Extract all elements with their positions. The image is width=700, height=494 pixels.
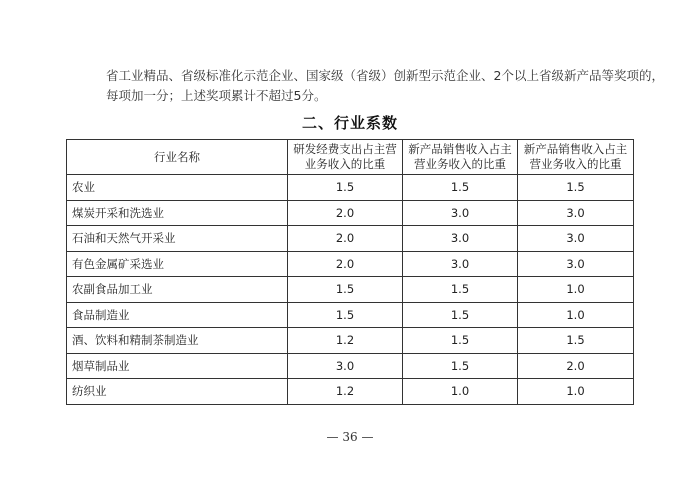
header-industry-name: 行业名称 bbox=[67, 140, 288, 175]
rd-ratio-cell: 1.2 bbox=[288, 328, 403, 354]
intro-line-1: 省工业精品、省级标准化示范企业、国家级（省级）创新型示范企业、2个以上省级新产品等奖项的， bbox=[106, 68, 664, 83]
new-product-ratio-cell-2: 3.0 bbox=[518, 226, 634, 252]
industry-name-cell: 煤炭开采和洗选业 bbox=[67, 200, 288, 226]
header-rd-ratio: 研发经费支出占主营业务收入的比重 bbox=[288, 140, 403, 175]
header-new-product-ratio: 新产品销售收入占主营业务收入的比重 bbox=[403, 140, 518, 175]
section-title: 二、行业系数 bbox=[301, 114, 398, 132]
new-product-ratio-cell-2: 1.0 bbox=[518, 302, 634, 328]
table-row bbox=[67, 353, 634, 379]
intro-paragraph bbox=[106, 66, 664, 106]
new-product-ratio-cell-2: 2.0 bbox=[518, 353, 634, 379]
industry-name-cell: 石油和天然气开采业 bbox=[67, 226, 288, 252]
new-product-ratio-cell: 3.0 bbox=[403, 200, 518, 226]
table-row bbox=[67, 226, 634, 252]
rd-ratio-cell: 2.0 bbox=[288, 226, 403, 252]
table-row bbox=[67, 328, 634, 354]
industry-name-cell: 纺织业 bbox=[67, 379, 288, 405]
page-number: — 36 — bbox=[326, 430, 374, 444]
new-product-ratio-cell-2: 3.0 bbox=[518, 200, 634, 226]
industry-name-cell: 农业 bbox=[67, 175, 288, 201]
intro-line-2: 每项加一分；上述奖项累计不超过5分。 bbox=[106, 88, 327, 103]
rd-ratio-cell: 1.5 bbox=[288, 277, 403, 303]
new-product-ratio-cell-2: 1.5 bbox=[518, 175, 634, 201]
new-product-ratio-cell-2: 3.0 bbox=[518, 251, 634, 277]
new-product-ratio-cell: 1.5 bbox=[403, 302, 518, 328]
industry-name-cell: 酒、饮料和精制茶制造业 bbox=[67, 328, 288, 354]
industry-coefficient-table bbox=[66, 139, 634, 405]
rd-ratio-cell: 1.5 bbox=[288, 175, 403, 201]
table-row bbox=[67, 200, 634, 226]
industry-name-cell: 食品制造业 bbox=[67, 302, 288, 328]
new-product-ratio-cell-2: 1.0 bbox=[518, 277, 634, 303]
rd-ratio-cell: 2.0 bbox=[288, 200, 403, 226]
new-product-ratio-cell: 1.5 bbox=[403, 277, 518, 303]
industry-name-cell: 有色金属矿采选业 bbox=[67, 251, 288, 277]
table-row bbox=[67, 251, 634, 277]
new-product-ratio-cell: 1.0 bbox=[403, 379, 518, 405]
table-row bbox=[67, 277, 634, 303]
new-product-ratio-cell: 3.0 bbox=[403, 226, 518, 252]
table-row bbox=[67, 175, 634, 201]
rd-ratio-cell: 2.0 bbox=[288, 251, 403, 277]
new-product-ratio-cell: 1.5 bbox=[403, 353, 518, 379]
industry-name-cell: 农副食品加工业 bbox=[67, 277, 288, 303]
rd-ratio-cell: 1.2 bbox=[288, 379, 403, 405]
new-product-ratio-cell-2: 1.5 bbox=[518, 328, 634, 354]
table-row bbox=[67, 379, 634, 405]
new-product-ratio-cell: 1.5 bbox=[403, 175, 518, 201]
new-product-ratio-cell: 3.0 bbox=[403, 251, 518, 277]
header-new-product-ratio-2: 新产品销售收入占主营业务收入的比重 bbox=[518, 140, 634, 175]
new-product-ratio-cell-2: 1.0 bbox=[518, 379, 634, 405]
rd-ratio-cell: 1.5 bbox=[288, 302, 403, 328]
table-header-row bbox=[67, 140, 634, 175]
table-row bbox=[67, 302, 634, 328]
industry-name-cell: 烟草制品业 bbox=[67, 353, 288, 379]
new-product-ratio-cell: 1.5 bbox=[403, 328, 518, 354]
rd-ratio-cell: 3.0 bbox=[288, 353, 403, 379]
